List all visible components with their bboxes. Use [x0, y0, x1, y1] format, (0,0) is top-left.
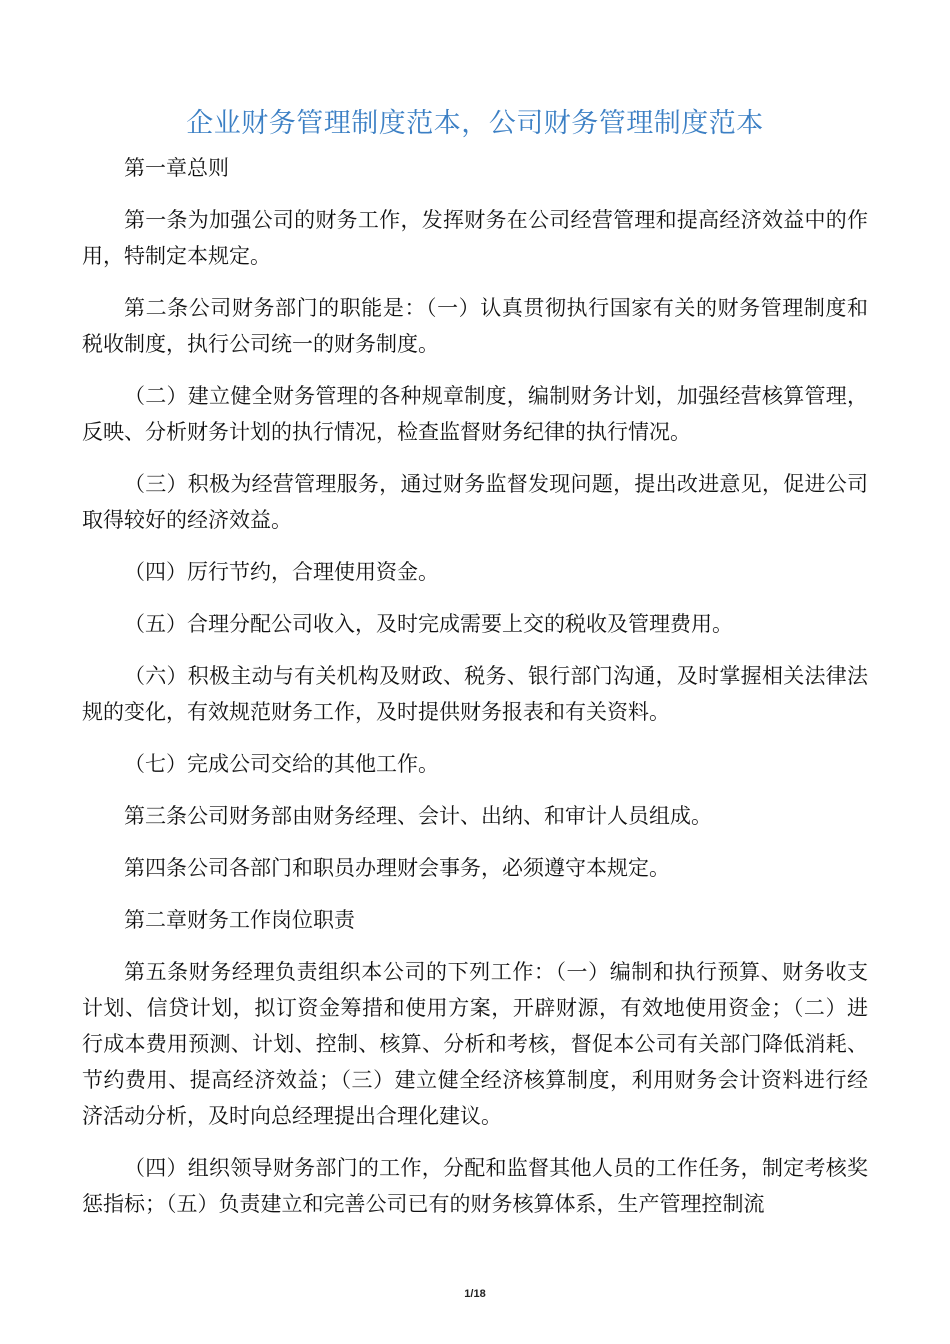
paragraph: 第四条公司各部门和职员办理财会事务，必须遵守本规定。: [124, 856, 670, 880]
document-title: 企业财务管理制度范本，公司财务管理制度范本: [186, 108, 764, 139]
paragraph: 第二条公司财务部门的职能是：（一）认真贯彻执行国家有关的财务管理制度和税收制度，执行公司统一的财务制度。: [82, 296, 868, 356]
paragraph: （四）组织领导财务部门的工作，分配和监督其他人员的工作任务，制定考核奖惩指标；（五）负责建立和完善公司已有的财务核算体系，生产管理控制流: [82, 1156, 868, 1216]
chapter-heading: 第一章总则: [124, 156, 229, 180]
paragraph: （五）合理分配公司收入，及时完成需要上交的税收及管理费用。: [124, 612, 733, 636]
paragraph: （三）积极为经营管理服务，通过财务监督发现问题，提出改进意见，促进公司取得较好的经济效益。: [82, 472, 868, 532]
chapter-heading: 第二章财务工作岗位职责: [124, 908, 355, 932]
page-number: 1/18: [464, 1288, 486, 1300]
paragraph: 第三条公司财务部由财务经理、会计、出纳、和审计人员组成。: [124, 804, 712, 828]
paragraph: （六）积极主动与有关机构及财政、税务、银行部门沟通，及时掌握相关法律法规的变化，有效规范财务工作，及时提供财务报表和有关资料。: [82, 664, 868, 724]
paragraph: 第一条为加强公司的财务工作，发挥财务在公司经营管理和提高经济效益中的作用，特制定本规定。: [82, 208, 868, 268]
paragraph: 第五条财务经理负责组织本公司的下列工作：（一）编制和执行预算、财务收支计划、信贷计划，拟订资金筹措和使用方案，开辟财源，有效地使用资金；（二）进行成本费用预测、计划、控制、核算、分析和考核，督促本公司有关部门降低消耗、节约费用、提高经济效益；（三）建立健全经济核算制度，利用财务会计资料进行经济活动分析，及时向总经理提出合理化建议。: [82, 960, 868, 1128]
document-body: [82, 150, 868, 1238]
paragraph: （二）建立健全财务管理的各种规章制度，编制财务计划，加强经营核算管理，反映、分析财务计划的执行情况，检查监督财务纪律的执行情况。: [82, 384, 868, 444]
paragraph: （七）完成公司交给的其他工作。: [124, 752, 439, 776]
paragraph: （四）厉行节约，合理使用资金。: [124, 560, 439, 584]
